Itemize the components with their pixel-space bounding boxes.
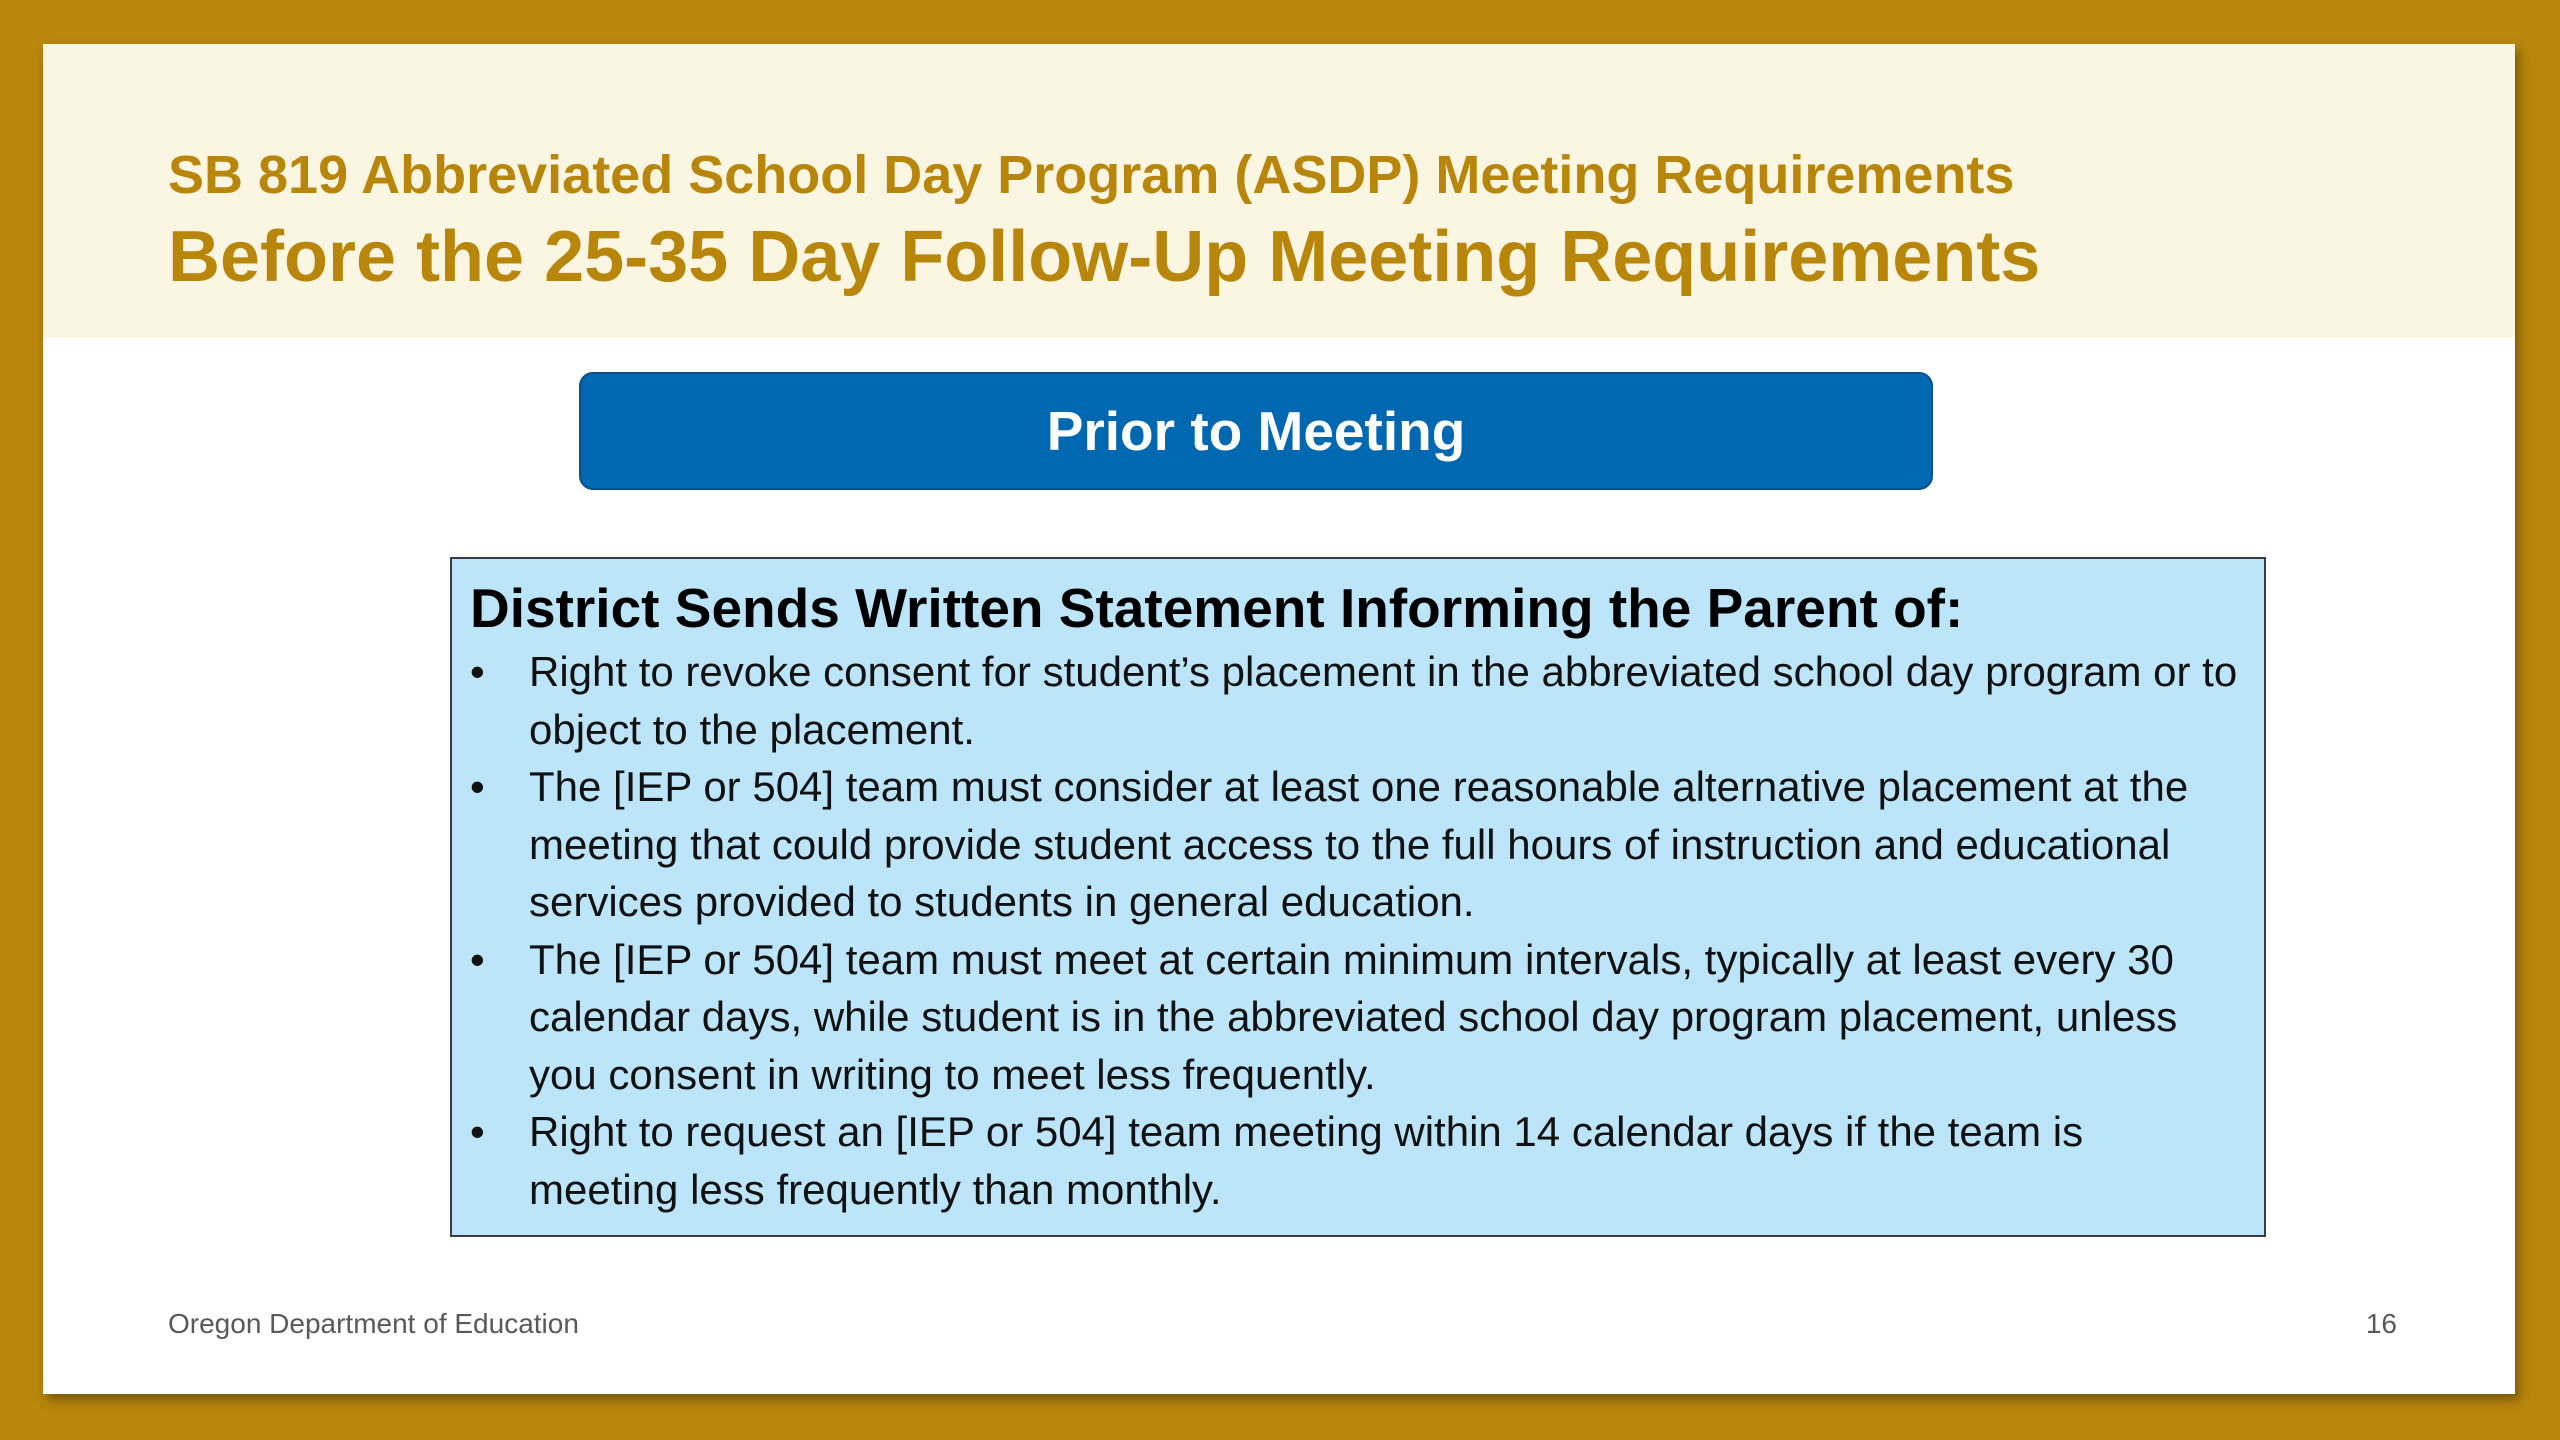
list-item bbox=[470, 931, 2240, 1104]
title-band bbox=[43, 44, 2515, 338]
bullet-icon: • bbox=[470, 935, 485, 983]
info-list bbox=[470, 643, 2240, 1218]
bullet-icon: • bbox=[470, 763, 485, 810]
list-item-text: The [IEP or 504] team must meet at certain minimum intervals, typically at least every 30 calendar days, while student is in the abbreviated school day program placement, unless you consent in writing to meet less frequently. bbox=[529, 935, 2178, 1098]
slide-subtitle: SB 819 Abbreviated School Day Program (ASDP) Meeting Requirements bbox=[168, 145, 2015, 205]
info-heading: District Sends Written Statement Informing the Parent of: bbox=[470, 577, 1964, 639]
list-item bbox=[470, 758, 2240, 931]
list-item bbox=[470, 643, 2240, 758]
list-item-text: Right to request an [IEP or 504] team meeting within 14 calendar days if the team is meeting less frequently than monthly. bbox=[529, 1108, 2084, 1213]
page-number: 16 bbox=[2365, 1308, 2397, 1339]
list-item bbox=[470, 1103, 2240, 1218]
slide bbox=[43, 44, 2515, 1394]
info-box bbox=[450, 557, 2266, 1237]
footer-organization: Oregon Department of Education bbox=[168, 1308, 579, 1339]
bullet-icon: • bbox=[470, 648, 485, 695]
slide-title: Before the 25-35 Day Follow-Up Meeting Requirements bbox=[168, 217, 2041, 297]
bullet-icon: • bbox=[470, 1108, 485, 1155]
list-item-text: The [IEP or 504] team must consider at least one reasonable alternative placement at the meeting that could provide student access to the full hours of instruction and educational services provided to students in general education. bbox=[529, 763, 2189, 925]
list-item-text: Right to revoke consent for student’s placement in the abbreviated school day program or to object to the placement. bbox=[529, 648, 2238, 753]
prior-to-meeting-banner: Prior to Meeting bbox=[579, 372, 1933, 490]
